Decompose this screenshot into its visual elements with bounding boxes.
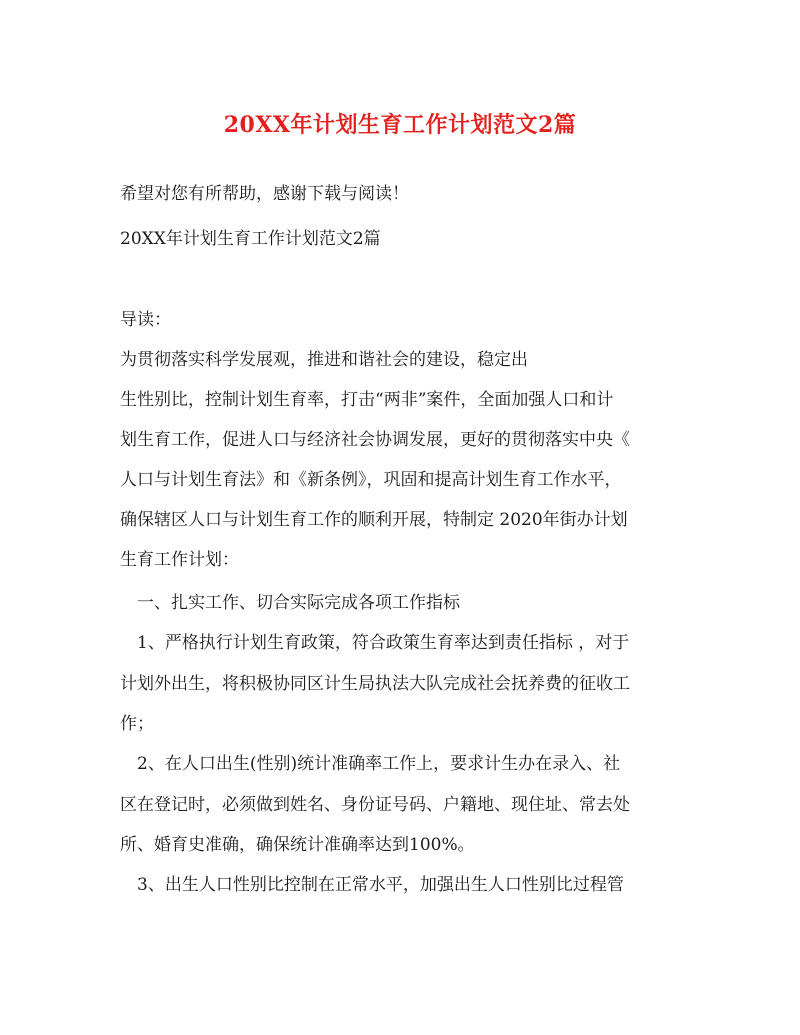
paragraph-line: 2、在人口出生(性别)统计准确率工作上，要求计生办在录入、社 bbox=[137, 754, 621, 774]
paragraph-line: 划生育工作，促进人口与经济社会协调发展，更好的贯彻落实中央《 bbox=[120, 430, 630, 450]
paragraph-line: 所、婚育史准确，确保统计准确率达到100%。 bbox=[120, 835, 475, 855]
paragraph-line: 确保辖区人口与计划生育工作的顺利开展，特制定 2020年街办计划 bbox=[120, 510, 628, 530]
paragraph-line: 生性别比，控制计划生育率，打击“两非”案件，全面加强人口和计 bbox=[120, 390, 614, 410]
paragraph-line: 为贯彻落实科学发展观，推进和谐社会的建设，稳定出 bbox=[120, 350, 528, 370]
subtitle-line: 20XX年计划生育工作计划范文2篇 bbox=[120, 229, 381, 249]
paragraph-line: 作； bbox=[120, 714, 154, 734]
paragraph-line: 1、严格执行计划生育政策，符合政策生育率达到责任指标 ，对于 bbox=[137, 633, 630, 653]
document-title: 20XX年计划生育工作计划范文2篇 bbox=[223, 112, 577, 138]
paragraph-line: 区在登记时，必须做到姓名、身份证号码、户籍地、现住址、常去处 bbox=[120, 795, 630, 815]
paragraph-line: 人口与计划生育法》和《新条例》，巩固和提高计划生育工作水平， bbox=[120, 470, 622, 490]
intro-thanks-line: 希望对您有所帮助，感谢下载与阅读！ bbox=[120, 184, 409, 204]
guide-label: 导读： bbox=[120, 310, 171, 330]
section-heading: 一、扎实工作、切合实际完成各项工作指标 bbox=[137, 593, 460, 613]
paragraph-line: 3、出生人口性别比控制在正常水平，加强出生人口性别比过程管 bbox=[137, 875, 624, 895]
paragraph-line: 生育工作计划： bbox=[120, 550, 239, 570]
paragraph-line: 计划外出生，将积极协同区计生局执法大队完成社会抚养费的征收工 bbox=[120, 674, 630, 694]
